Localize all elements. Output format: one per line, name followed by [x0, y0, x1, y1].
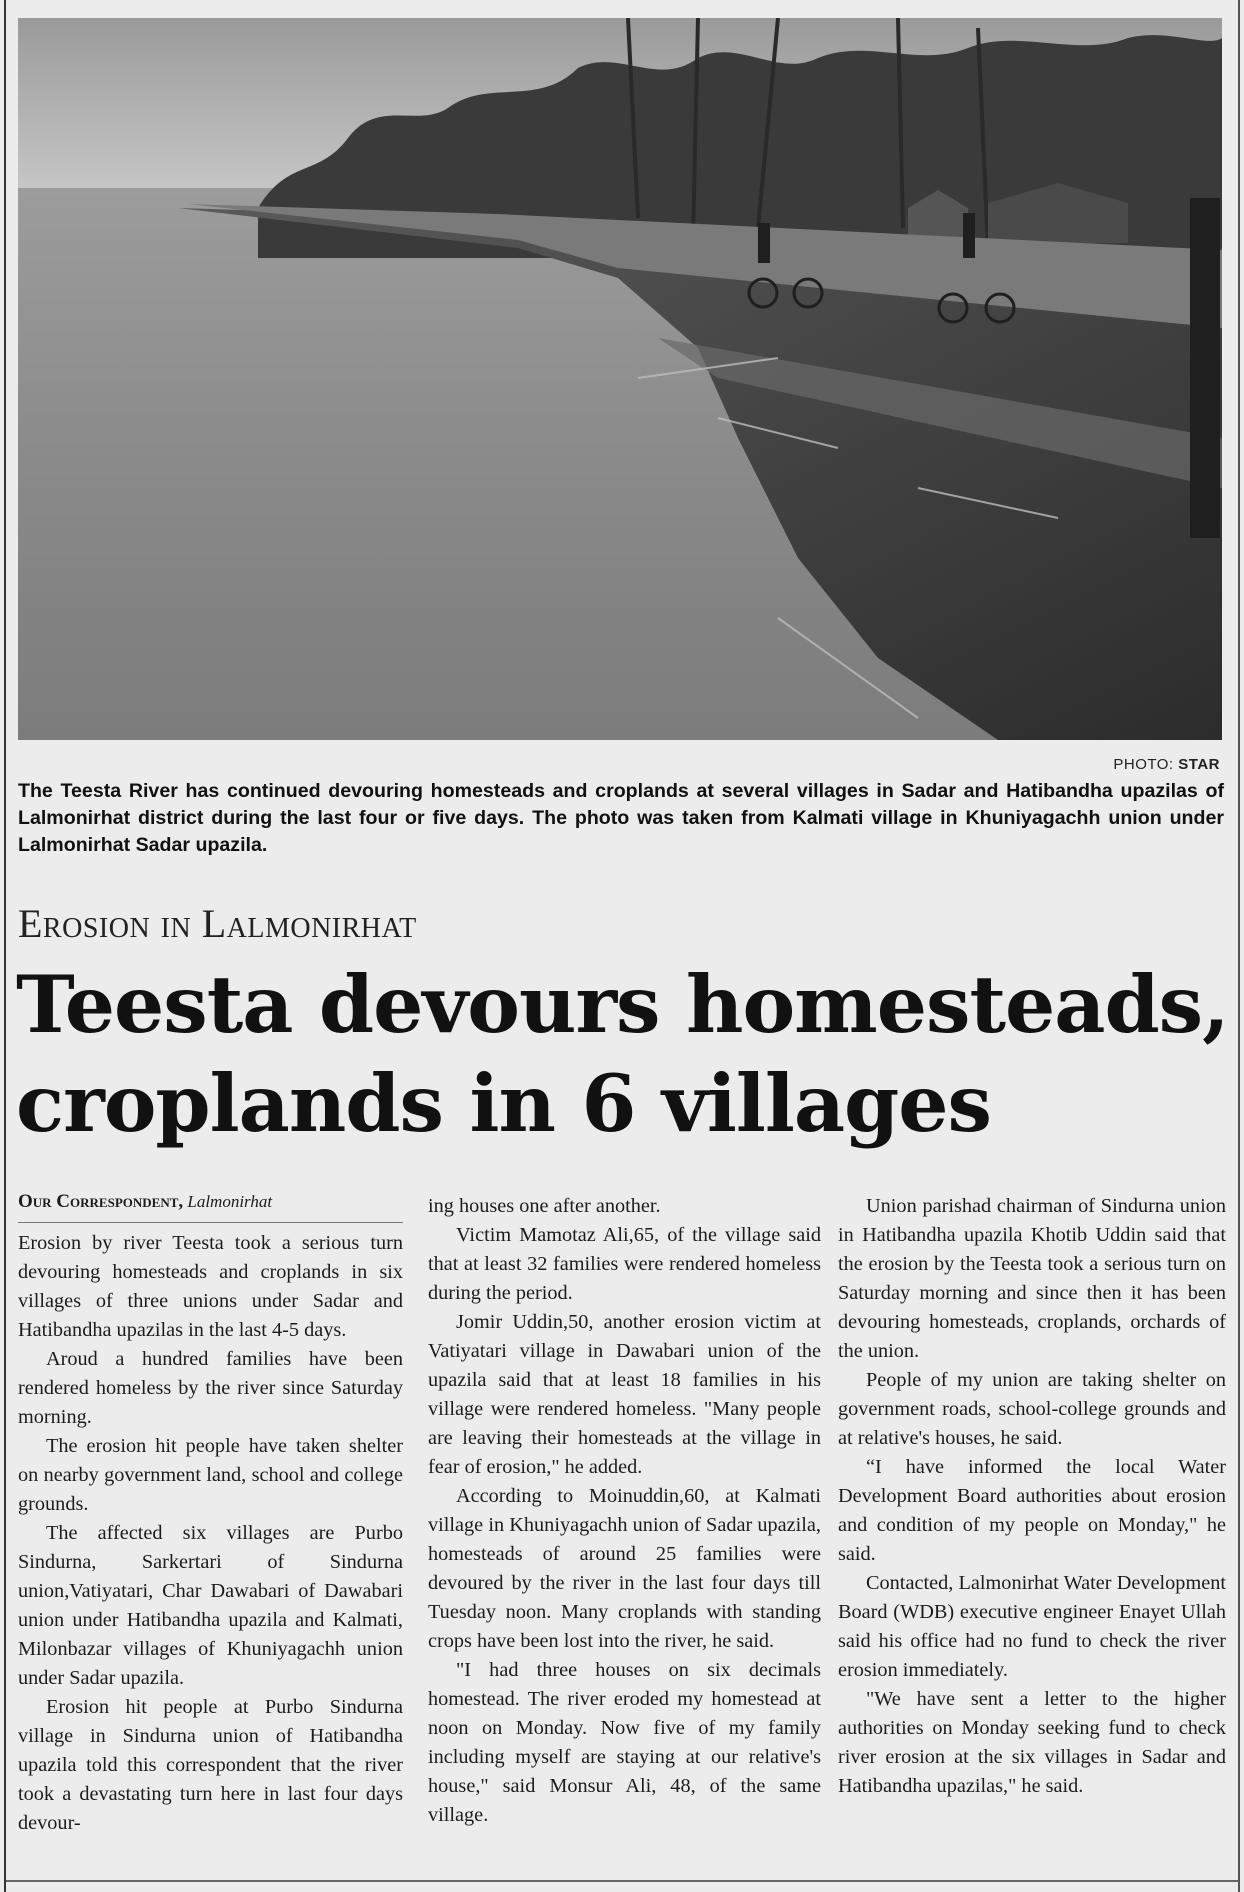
article-column-3 — [838, 1192, 1226, 1801]
paragraph: Jomir Uddin,50, another erosion victim at Vatiyatari village in Dawabari union of the upazila said that at least 18 families in his village were rendered homeless. "Many people are leaving their homesteads at the village in fear of erosion," he added. — [428, 1311, 821, 1478]
paragraph: "We have sent a letter to the higher authorities on Monday seeking fund to check river erosion at the six villages in Sadar and Hatibandha upazilas," he said. — [838, 1688, 1226, 1797]
paragraph: The affected six villages are Purbo Sindurna, Sarkertari of Sindurna union,Vatiyatari, Char Dawabari of Dawabari union under Hatibandha upazila and Kalmati, Milonbazar villages of Khuniyagachh union under Sadar upazila. — [18, 1522, 403, 1689]
headline: Teesta devours homesteads, croplands in 6 villages — [16, 958, 1229, 1150]
bottom-rule — [6, 1880, 1238, 1882]
paragraph: Victim Mamotaz Ali,65, of the village said that at least 32 families were rendered homeless during the period. — [428, 1224, 821, 1304]
riverbank-erosion-image — [18, 18, 1222, 740]
photo-credit-prefix: PHOTO: — [1113, 756, 1174, 773]
paragraph: “I have informed the local Water Development Board authorities about erosion and condition of my people on Monday," he said. — [838, 1456, 1226, 1565]
article-column-1 — [18, 1192, 403, 1838]
byline — [18, 1190, 403, 1223]
paragraph: ing houses one after another. — [428, 1195, 661, 1217]
paragraph: According to Moinuddin,60, at Kalmati village in Khuniyagachh union of Sadar upazila, homesteads of around 25 families were devoured by the river in the last four days till Tuesday noon. Many croplands with standing crops have been lost into the river, he said. — [428, 1485, 821, 1652]
page-border-left — [4, 0, 6, 1892]
paragraph: Erosion by river Teesta took a serious turn devouring homesteads and croplands in six villages of three unions under Sadar and Hatibandha upazilas in the last 4-5 days. — [18, 1232, 403, 1341]
paragraph: People of my union are taking shelter on government roads, school-college grounds and at relative's houses, he said. — [838, 1369, 1226, 1449]
section-kicker: Erosion in Lalmonirhat — [18, 901, 417, 946]
paragraph: "I had three houses on six decimals homestead. The river eroded my homestead at noon on Monday. Now five of my family including myself are staying at our relative's house," said Monsur Ali, 48, of the same village. — [428, 1659, 821, 1826]
paragraph: Erosion hit people at Purbo Sindurna village in Sindurna union of Hatibandha upazila told this correspondent that the river took a devastating turn here in last four days devour- — [18, 1696, 403, 1834]
paragraph: The erosion hit people have taken shelter on nearby government land, school and college grounds. — [18, 1435, 403, 1515]
paragraph: Union parishad chairman of Sindurna union in Hatibandha upazila Khotib Uddin said that the erosion by the Teesta took a serious turn on Saturday morning and since then it has been devouring homesteads, croplands, orchards of the union. — [838, 1195, 1226, 1362]
paragraph: Contacted, Lalmonirhat Water Development Board (WDB) executive engineer Enayet Ullah said his office had no fund to check the river erosion immediately. — [838, 1572, 1226, 1681]
page-border-right — [1238, 0, 1240, 1892]
byline-place: Lalmonirhat — [187, 1192, 273, 1211]
photo-caption: The Teesta River has continued devouring homesteads and croplands at several villages in Sadar and Hatibandha upazilas of Lalmonirhat district during the last four or five days. The photo was taken from Kalmati village in Khuniyagachh union under Lalmonirhat Sadar upazila. — [18, 780, 1224, 856]
news-photo — [18, 18, 1222, 740]
paragraph: Aroud a hundred families have been rendered homeless by the river since Saturday morning. — [18, 1348, 403, 1428]
photo-credit — [1113, 756, 1220, 773]
byline-author: Our Correspondent, — [18, 1191, 184, 1212]
photo-credit-name: STAR — [1178, 756, 1220, 773]
article-column-2 — [428, 1192, 821, 1830]
